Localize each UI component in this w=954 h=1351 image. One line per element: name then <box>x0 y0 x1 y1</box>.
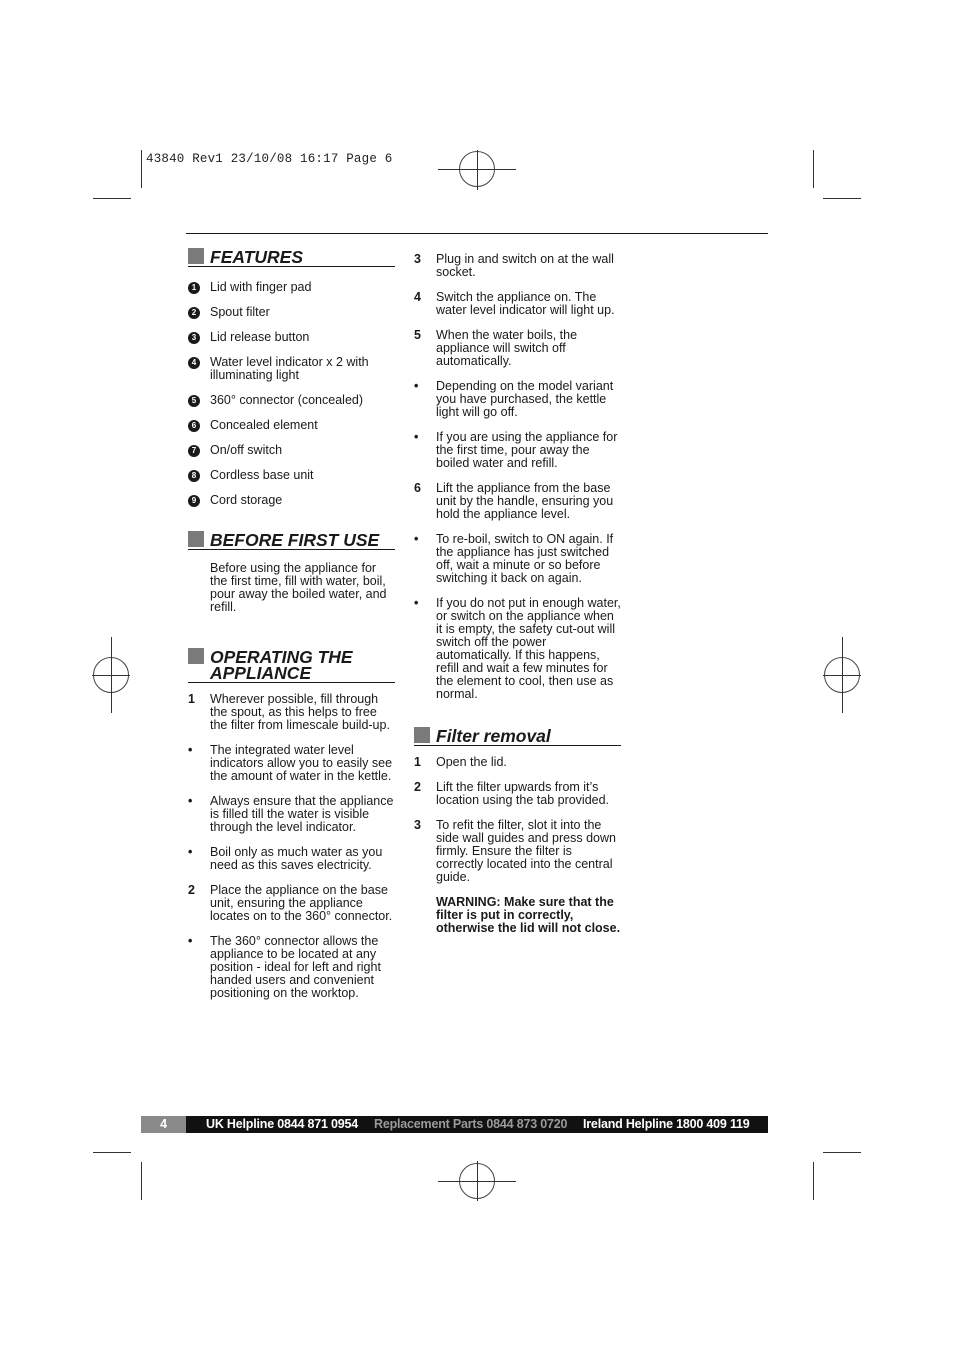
crop-mark <box>813 150 814 188</box>
before-first-use-title: BEFORE FIRST USE <box>210 530 380 550</box>
crop-mark <box>141 1162 142 1200</box>
step-item: 3 Plug in and switch on at the wall socket. <box>414 252 614 279</box>
before-first-use-text: Before using the appliance for the first time, fill with water, boil, pour away the boiled water, and refill. <box>210 561 387 614</box>
features-title: FEATURES <box>210 247 304 267</box>
step-item: 1 Wherever possible, fill through the spout, as this helps to free the filter from limescale build-up. <box>188 692 390 732</box>
top-rule <box>186 233 768 234</box>
feature-item: 8 Cordless base unit <box>188 469 395 482</box>
step-item: 2 Lift the filter upwards from it’s location using the tab provided. <box>414 780 610 807</box>
heading-square-icon <box>188 648 204 664</box>
crop-mark <box>93 1152 131 1153</box>
heading-square-icon <box>188 531 204 547</box>
step-item: • If you are using the appliance for the first time, pour away the boiled water and refill. <box>414 430 618 470</box>
right-column <box>414 253 621 935</box>
feature-item: 1 Lid with finger pad <box>188 281 395 294</box>
feature-item: 3 Lid release button <box>188 331 395 344</box>
step-item: 1 Open the lid. <box>414 755 507 769</box>
step-item: 5 When the water boils, the appliance will switch off automatically. <box>414 328 578 368</box>
crop-mark <box>823 1152 861 1153</box>
operating-heading <box>188 644 395 683</box>
crop-mark <box>813 1162 814 1200</box>
print-slug: 43840 Rev1 23/10/08 16:17 Page 6 <box>146 152 393 166</box>
feature-item: 9 Cord storage <box>188 494 395 507</box>
features-list <box>188 281 395 507</box>
feature-item: 5 360° connector (concealed) <box>188 394 395 407</box>
step-item: 3 To refit the filter, slot it into the side wall guides and press down firmly. Ensure the filter is correctly located into the central guide. <box>414 818 616 884</box>
feature-item: 2 Spout filter <box>188 306 395 319</box>
ireland-helpline: Ireland Helpline 1800 409 119 <box>583 1117 750 1131</box>
heading-square-icon <box>414 727 430 743</box>
operating-steps-right <box>414 253 621 701</box>
step-item: 2 Place the appliance on the base unit, ensuring the appliance locates on to the 360° connector. <box>188 883 393 923</box>
operating-steps-left <box>188 693 395 1000</box>
left-column <box>188 244 395 1012</box>
filter-warning: WARNING: Make sure that the filter is put in correctly, otherwise the lid will not close. <box>436 895 621 935</box>
step-item: 6 Lift the appliance from the base unit by the handle, ensuring you hold the appliance level. <box>414 481 614 521</box>
step-item: • If you do not put in enough water, or switch on the appliance when it is empty, the safety cut-out will switch off the power automatically. If this happens, refill and wait a few minutes for the element to cool, then use as normal. <box>414 596 621 701</box>
crop-mark <box>823 198 861 199</box>
feature-item: 4 Water level indicator x 2 with illuminating light <box>188 356 395 382</box>
crop-mark <box>141 150 142 188</box>
step-item: • The integrated water level indicators allow you to easily see the amount of water in the kettle. <box>188 743 393 783</box>
uk-helpline: UK Helpline 0844 871 0954 <box>206 1117 359 1131</box>
features-heading <box>188 244 395 267</box>
filter-removal-steps <box>414 756 621 884</box>
step-item: • Depending on the model variant you have purchased, the kettle light will go off. <box>414 379 614 419</box>
step-item: • To re-boil, switch to ON again. If the appliance has just switched off, wait a minute or so before switching it back on again. <box>414 532 614 585</box>
footer-helpline-bar <box>141 1116 768 1133</box>
step-item: • The 360° connector allows the appliance to be located at any position - ideal for left and right handed users and convenient positioning on the worktop. <box>188 934 381 1000</box>
before-first-use-heading <box>188 527 395 550</box>
filter-removal-title: Filter removal <box>436 726 551 746</box>
step-item: 4 Switch the appliance on. The water level indicator will light up. <box>414 290 615 317</box>
step-item: • Boil only as much water as you need as this saves electricity. <box>188 845 383 872</box>
operating-title: OPERATING THE APPLIANCE <box>210 647 353 683</box>
replacement-parts-line: Replacement Parts 0844 873 0720 <box>374 1117 568 1131</box>
filter-removal-heading <box>414 723 621 746</box>
heading-square-icon <box>188 248 204 264</box>
feature-item: 6 Concealed element <box>188 419 395 432</box>
feature-item: 7 On/off switch <box>188 444 395 457</box>
step-item: • Always ensure that the appliance is filled till the water is visible through the level indicator. <box>188 794 394 834</box>
page-number: 4 <box>141 1116 186 1133</box>
crop-mark <box>93 198 131 199</box>
